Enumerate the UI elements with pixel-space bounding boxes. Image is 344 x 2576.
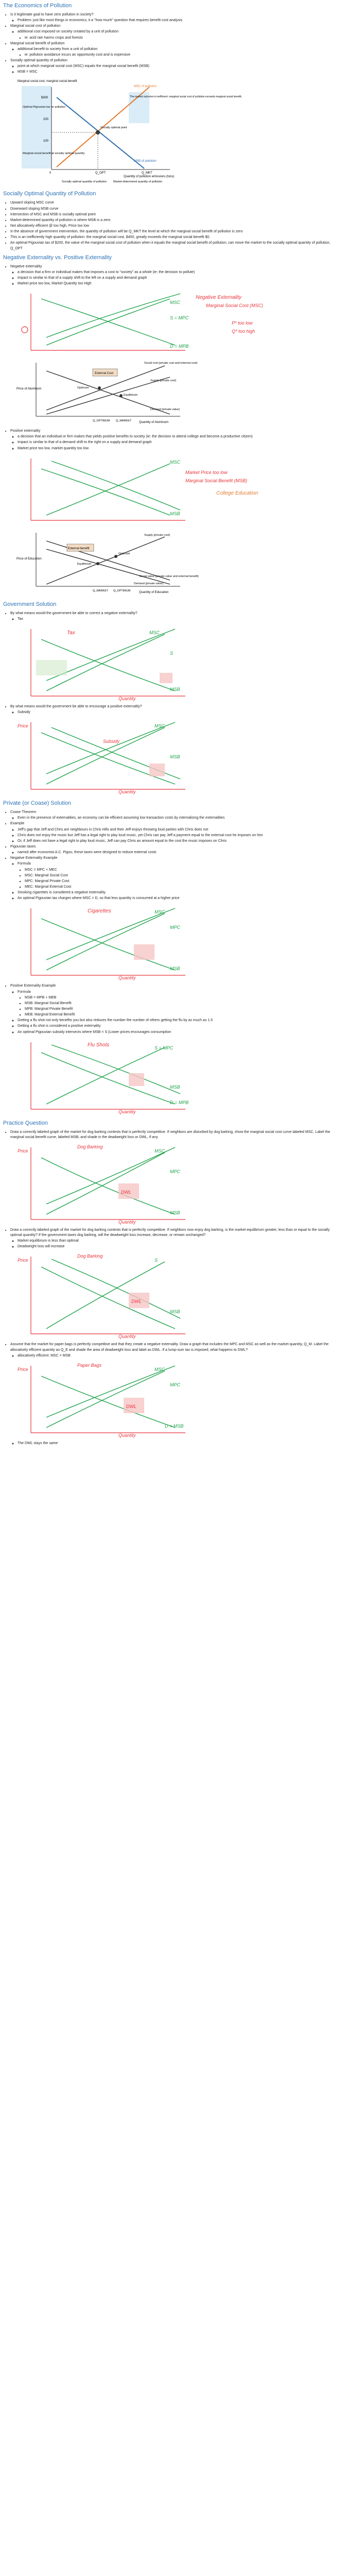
list-item: ◦ Subsidy [18,710,341,715]
list-item: • Draw a correctly labeled graph of the market for dog barking contests that is perfectly competitive. If neighbors are disturbed by dog barking, show the marginal social cost curve labeled MSC. Label the marginal social benefit curve, labeled MSB, and shade in the deadweight loss or DWL, if any. [10,1130,341,1140]
sketch-label: DWL [131,1299,142,1304]
list-item: ◦ Formula [18,990,341,995]
chart-ylabel: Price of Education [16,557,42,561]
external-cost-label: External Cost [95,372,114,376]
list-item: ◦ Market price too low, Market Quantity too High [18,281,341,286]
external-benefit-label: External benefit [68,547,90,550]
sketch-label: Marginal Social Benefit (MSB) [185,478,248,483]
curve-label: Supply (private cost) [144,533,170,537]
sketch-label: MPC [170,1382,180,1387]
list-item: ◦ allocatively efficient: MSC = MSB [18,1353,341,1359]
list-item: ◦ Getting a flu shot is considered a positive externality [18,1024,341,1029]
list-item: ◦ Deadweight loss will increase [18,1244,341,1249]
sketch-label: S = MPC [170,315,189,321]
list-item: • Negative externality [10,264,341,269]
list-item: ◦ Jeff's gap that Jeff and Chris are neighbours in Chris Hills and their Jeff enjoys throwing loud parties with Chris does not [18,827,341,833]
section-title-practice-question: Practice Question [3,1120,48,1126]
list-item: • Negative Externality Example [10,856,341,861]
list-item: • Upward sloping MSC curve [10,200,341,206]
tick-x: Q_MARKET [116,419,132,423]
list-item: ◦ additional benefit to society from a unit of pollution [18,47,341,52]
sketch-label: Tax [67,630,75,636]
point-label: Equilibrium [77,562,92,566]
tick-y: 200 [43,118,49,122]
sketch-label: Negative Externality [196,295,242,301]
sketch-label: MSB [170,1309,180,1315]
curve-label: Supply (private cost) [150,379,177,383]
list-item: ◦ Getting a flu shot not only benefits you but also reduces the number the number of others getting the flu by as much as 1.5 [18,1018,341,1023]
sketch-label: MSB [170,1084,180,1090]
sketch-label: College Education [216,490,259,496]
sketch-label: Price [18,1366,28,1372]
sketch-label: MSB [170,511,180,516]
point-label: Equilibrium [124,394,138,397]
list-item: • By what means would the government be able to correct a negative externality? [10,611,341,616]
sketch-label: Q* too high [232,329,255,334]
sketch-label: Quantity [118,975,136,981]
list-item: ▪ MEC: Marginal External Cost [25,885,341,890]
negative-externality-sketch [15,289,324,355]
list-item: • Positive externality [10,429,341,434]
list-item: • An optimal Pigouvian tax of $200, the value of the marginal social cost of pollution when it equals the marginal social benefit of pollution, can move the market to the socially optimal quantity of pollution, Q_OPT [10,241,341,251]
tick-x: 0 [49,172,51,175]
list-item: ◦ Chris does not enjoy the music but Jeff has a legal right to play loud music, yet Chris can pay Jeff a payment equal to the external cost he imposes on him [18,833,341,838]
tick-x: Q_OPT [95,172,106,175]
point-label: Optimum [77,386,89,390]
sketch-label: Price [18,1148,28,1154]
list-item: ◦ Or, if Jeff does not have a legal right to play loud music, Jeff can pay Chris an amount equal to the cost the music imposes on Chris [18,839,341,844]
sketch-label: Flu Shots [88,1042,110,1048]
chart-xlabel: Quantity of Education [139,590,169,594]
list-item: • Downward sloping MSB curve [10,207,341,212]
sketch-label: MSC [170,300,180,306]
list-item: ▪ ie: pollution avoidance incurs an opportunity cost and is expensive [25,53,341,58]
sketch-label: MSB [170,686,180,692]
msb-label: MSB of pollution [134,160,157,163]
sketch-label: D = MPB [170,344,189,349]
list-item: • Draw a correctly labeled graph of the market for dog barking contests that is perfectly competitive. If neighbors now enjoy dog barking, is the market equilibrium greater, less than or equal to the socially optimal quantity? If the government taxes dog barking, will the deadweight loss increase, decrease, or remain unchanged? [10,1228,341,1238]
sketch-label: Dog Barking [77,1144,103,1149]
sketch-label: Paper Bags [77,1362,102,1368]
positive-externality-sketch [15,453,324,526]
practice-q1-sketch [15,1142,324,1225]
list-item: • Assume that the market for paper bags is perfectly competitive and that they create a negative externality. Draw a graph that includes the MPC and MSC as well as the market quantity, Q_M. Label the allocatively efficient quantity as Q_E and shade the area of deadweight loss and label as DWL. If a lump-sum tax is imposed, what happens to DWL? [10,1342,341,1352]
curve-label: Social value (private value and external benefit) [139,574,199,578]
sketch-label: Subsidy [103,739,120,744]
sketch-label: Price [18,723,28,729]
sketch-label: Quantity [118,1109,136,1114]
list-item: ◦ An optimal Pigouvian subsidy intersects where MSB = S (Lower prices encourages consumption [18,1030,341,1035]
section-title-government-solution: Government Solution [3,601,57,607]
bullet-list [3,12,341,75]
pollution-chart [15,77,243,185]
sketch-label: MSC [154,723,165,729]
sketch-label: MSC [154,909,165,915]
list-item: • Marginal social cost of pollution [10,24,341,29]
sketch-label: Market Price too low [185,469,228,475]
practice-q3-sketch [15,1361,324,1438]
chart-ylabel: Price of Aluminum [16,387,42,391]
list-item: ◦ MSB = MSC [18,70,341,75]
section-title-economics-of-pollution: The Economics of Pollution [3,3,72,9]
section-title-socially-optimal-quantity: Socially Optimal Quantity of Pollution [3,191,96,197]
sketch-label: Quantity [118,1219,136,1225]
sketch-label: S [170,650,174,656]
sketch-label: MSB [170,1210,180,1215]
list-item: ◦ Impact is similar to that of a supply shift to the left on a supply and demand graph [18,276,341,281]
list-item: • Coase Theorem [10,810,341,815]
practice-q2-sketch [15,1251,324,1339]
sketch-label: Quantity [118,1334,136,1340]
list-item: • This is an inefficiently high quantity of pollution: the marginal social cost, $400, greatly exceeds the marginal social benefit $0. [10,235,341,240]
list-item: ▪ MEB: Marginal External Benefit [25,1012,341,1018]
sketch-label: MSC [149,630,160,635]
list-item: ◦ Problem: just like most things in economics, it a "how much" question that requires benefit cost analysis [18,18,341,23]
list-item: ◦ Impact is similar to that of a demand shift to the right on a supply and demand graph [18,440,341,445]
sketch-label: P* too low [232,320,253,326]
sketch-label: MSC [154,1148,165,1154]
tick-x: Q_MARKET [93,589,109,592]
list-item: • Marginal social benefit of pollution [10,41,341,46]
list-item: ▪ MSC: Marginal Social Cost [25,873,341,878]
aluminum-chart [15,359,198,426]
sketch-label: Price [18,1258,28,1263]
list-item: ◦ Market equilibrium is less than optimal [18,1239,341,1244]
chart-xlabel: Quantity of pollution emissions (tons) [124,175,175,179]
sketch-label: S [154,1258,158,1263]
education-chart [15,529,199,596]
list-item: • Example [10,821,341,826]
annotation: The market outcome is inefficient: marginal social cost of pollution exceeds marginal social benefit. [130,95,243,99]
annotation: Socially optimal quantity of pollution [62,180,107,184]
list-item: ▪ MPC: Marginal Private Cost [25,879,341,884]
annotation: Market-determined quantity of pollution [113,180,163,184]
sketch-label: DWL [121,1189,131,1195]
sketch-label: Cigarettes [88,908,111,914]
sketch-label: MPC [170,925,180,930]
list-item: • Is it legitimate goal to have zero pollution in society? [10,12,341,18]
list-item: ◦ additional cost imposed on society created by a unit of pollution [18,29,341,35]
list-item: ▪ MSC = MPC + MEC [25,868,341,873]
sketch-label: Quantity [118,696,136,701]
list-item: ◦ An optimal Pigouvian tax charges where MSC = D, so that less quantity is consumed at a higher price [18,896,341,901]
sketch-label: D = MSB [165,1423,184,1429]
list-item: • Intersection of MSC and MSB is socially optimal point [10,212,341,217]
pollution-chart-svg [15,77,243,185]
list-item: ▪ MSB = MPB + MEB [25,995,341,1001]
annotation: Marginal social benefit at socially optimal quantity [23,152,85,156]
list-item: ◦ Formula [18,861,341,867]
list-item: ◦ Even in the presence of externalities, an economy can be efficient assuming low transaction costs by internalizing the externalities [18,816,341,821]
sketch-label: DWL [126,1403,136,1409]
annotation: Optimal Pigouvian tax on pollution [23,106,66,109]
list-item: ▪ MSB: Marginal Social Benefit [25,1001,341,1006]
list-item: ◦ a decision that an individual or firm makes that yields positive benefits to society (ie: the decision to attend college and become a productive citizen) [18,434,341,439]
subsidy-sketch [15,717,324,794]
list-item: ◦ named after economist A.C. Pigou, these taxes were designed to reduce external costs [18,850,341,855]
flu-shots-sketch [15,1037,324,1114]
list-item: • Not allocatively efficient @ too high, Price too low [10,224,341,229]
sketch-label: Quantity [118,789,136,795]
annotation: Socially optimal point [100,126,127,130]
chart-ylabel: Marginal social cost, marginal social benefit [18,80,77,83]
section-title-negative-vs-positive: Negative Externality vs. Positive Externality [3,254,112,261]
cigarettes-sketch [15,903,324,980]
list-item: • In the absence of government intervention, the quantity of pollution will be Q_MKT the level at which the marginal social benefit of pollution is zero [10,229,341,234]
list-item: ◦ point at which marginal social cost (MSC) equals the marginal social benefit (MSB) [18,64,341,69]
sketch-label: S = MPC [154,1045,174,1050]
tick-y: $300 [41,96,48,100]
tick-y: 100 [43,140,49,143]
list-item: ◦ The DWL stays the same [18,1441,341,1446]
list-item: ▪ ie: acid rain harms crops and forests [25,36,341,41]
curve-label: Social cost (private cost and external cost) [144,362,198,365]
list-item: ◦ Market price too low, market quantity too low [18,446,341,451]
tick-x: Q_MKT [142,172,152,175]
sketch-label: MSB [170,754,180,760]
sketch-label: Dog Barking [77,1253,103,1259]
sketch-label: Quantity [118,1432,136,1438]
tick-x: Q_OPTIMUM [93,419,110,423]
point-label: Optimum [118,552,130,555]
curve-label: Demand (private value) [150,408,180,412]
chart-xlabel: Quantity of Aluminum [139,421,169,425]
list-item: • Socially optimal quantity of pollution [10,58,341,63]
sketch-label: MSB [170,966,180,972]
list-item: • By what means would the government be able to encourage a positive externality? [10,704,341,709]
sketch-label: Marginal Social Cost (MSC) [206,303,264,309]
sketch-label: MPC [170,1168,180,1174]
curve-label: Demand (private value) [134,582,164,585]
tax-sketch [15,624,324,701]
sketch-label: MSC [170,459,180,465]
msc-label: MSC of pollution [134,85,157,89]
tick-x: Q_OPTIMUM [113,589,131,592]
list-item: ◦ a decision that a firm or individual makes that imposes a cost to "society" as a whole (ie: the decision to pollute) [18,270,341,275]
sketch-label: D = MPB [170,1099,189,1105]
list-item: • Market-determined quantity of pollution is where MSB is a zero [10,218,341,223]
list-item: • Positive Externality Example [10,984,341,989]
sketch-label: MSC [154,1366,165,1372]
list-item: ◦ Smoking cigarettes is considered a negative externality [18,890,341,895]
section-title-coase-solution: Private (or Coase) Solution [3,800,72,807]
list-item: ◦ Tax [18,617,341,622]
list-item: • Pigouvian taxes [10,844,341,850]
list-item: ▪ MPB: Marginal Private Benefit [25,1007,341,1012]
